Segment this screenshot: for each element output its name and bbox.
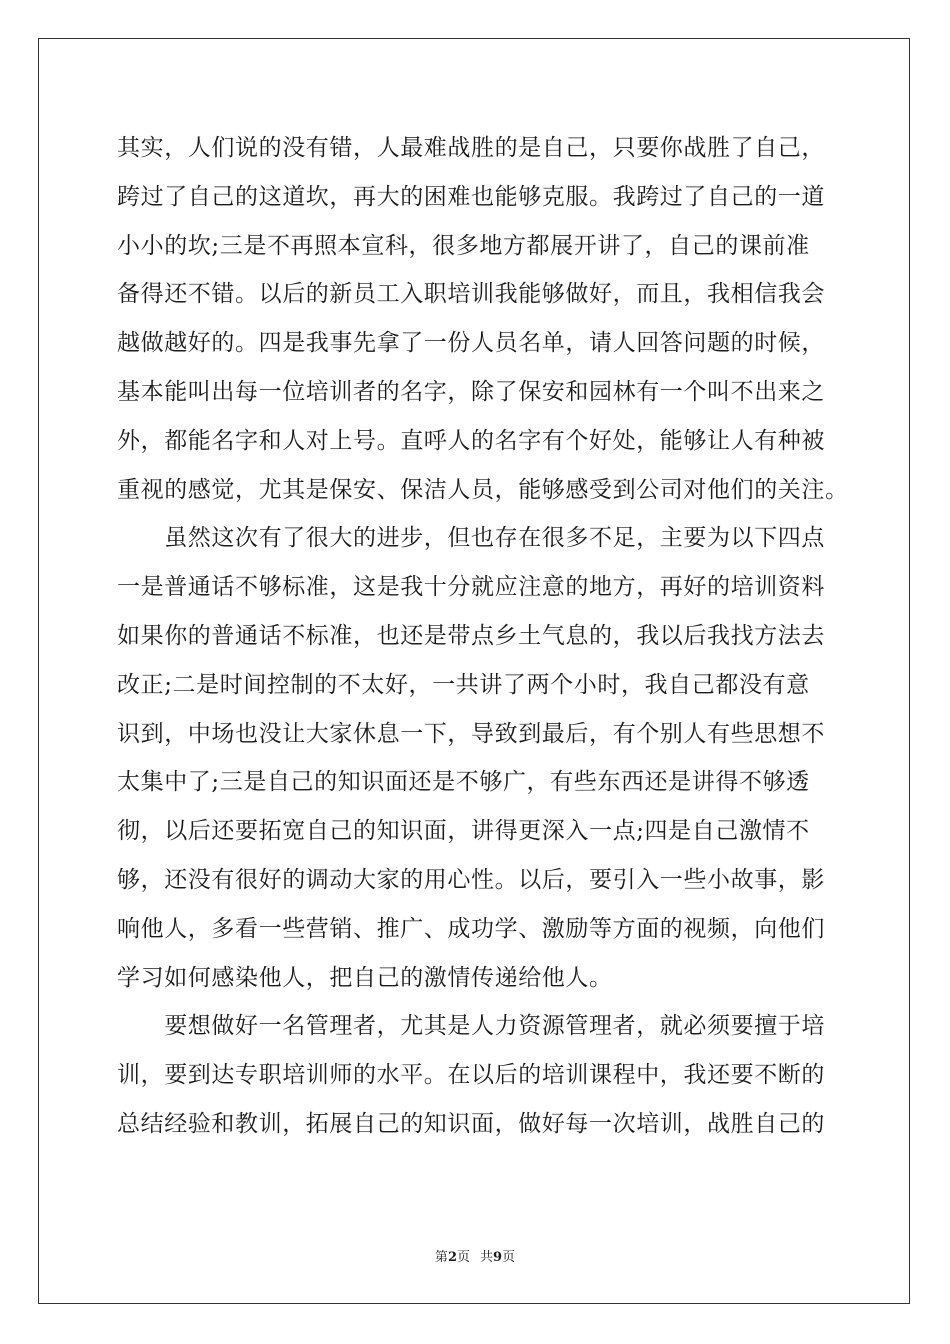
document-body xyxy=(117,124,857,1149)
page-prefix: 第 xyxy=(434,1250,448,1265)
text-line: 虽然这次有了很大的进步，但也存在很多不足，主要为以下四点 xyxy=(117,525,825,552)
text-line: 跨过了自己的这道坎，再大的困难也能够克服。我跨过了自己的一道 xyxy=(117,183,825,210)
text-line: 其实，人们说的没有错，人最难战胜的是自己，只要你战胜了自己， xyxy=(117,135,825,161)
text-line: 训，要到达专职培训师的水平。在以后的培训课程中，我还要不断的 xyxy=(117,1062,825,1089)
text-line: 基本能叫出每一位培训者的名字，除了保安和园林有一个叫不出来之 xyxy=(117,378,825,405)
text-line: 越做越好的。四是我事先拿了一份人员名单，请人回答问题的时候， xyxy=(117,330,825,357)
current-page-number: 2 xyxy=(447,1250,457,1265)
page-suffix: 页 xyxy=(456,1250,470,1265)
text-line: 小小的坎;三是不再照本宣科，很多地方都展开讲了，自己的课前准 xyxy=(117,232,810,259)
text-line: 要想做好一名管理者，尤其是人力资源管理者，就必须要擅于培 xyxy=(117,1013,825,1040)
text-line: 改正;二是时间控制的不太好，一共讲了两个小时，我自己都没有意 xyxy=(117,671,810,698)
text-line: 太集中了;三是自己的知识面还是不够广，有些东西还是讲得不够透 xyxy=(117,769,810,796)
text-line: 总结经验和教训，拓展自己的知识面，做好每一次培训，战胜自己的 xyxy=(117,1110,825,1137)
text-line: 备得还不错。以后的新员工入职培训我能够做好，而且，我相信我会 xyxy=(117,281,825,308)
total-prefix: 共 xyxy=(480,1250,494,1265)
text-line: 外，都能名字和人对上号。直呼人的名字有个好处，能够让人有种被 xyxy=(117,427,825,454)
text-line: 彻，以后还要拓宽自己的知识面，讲得更深入一点;四是自己激情不 xyxy=(117,818,810,845)
text-line: 响他人，多看一些营销、推广、成功学、激励等方面的视频，向他们 xyxy=(117,915,825,942)
text-line: 重视的感觉，尤其是保安、保洁人员，能够感受到公司对他们的关注。 xyxy=(117,476,849,503)
text-line: 识到，中场也没让大家休息一下，导致到最后，有个别人有些思想不 xyxy=(117,720,825,747)
text-line: 一是普通话不够标准，这是我十分就应注意的地方，再好的培训资料 xyxy=(117,574,825,601)
total-suffix: 页 xyxy=(502,1250,516,1265)
page-footer xyxy=(0,1246,950,1265)
text-line: 够，还没有很好的调动大家的用心性。以后，要引入一些小故事，影 xyxy=(117,866,825,893)
total-pages-number: 9 xyxy=(493,1250,503,1265)
text-line: 学习如何感染他人，把自己的激情传递给他人。 xyxy=(117,964,613,991)
text-line: 如果你的普通话不标准，也还是带点乡土气息的，我以后我找方法去 xyxy=(117,622,825,649)
